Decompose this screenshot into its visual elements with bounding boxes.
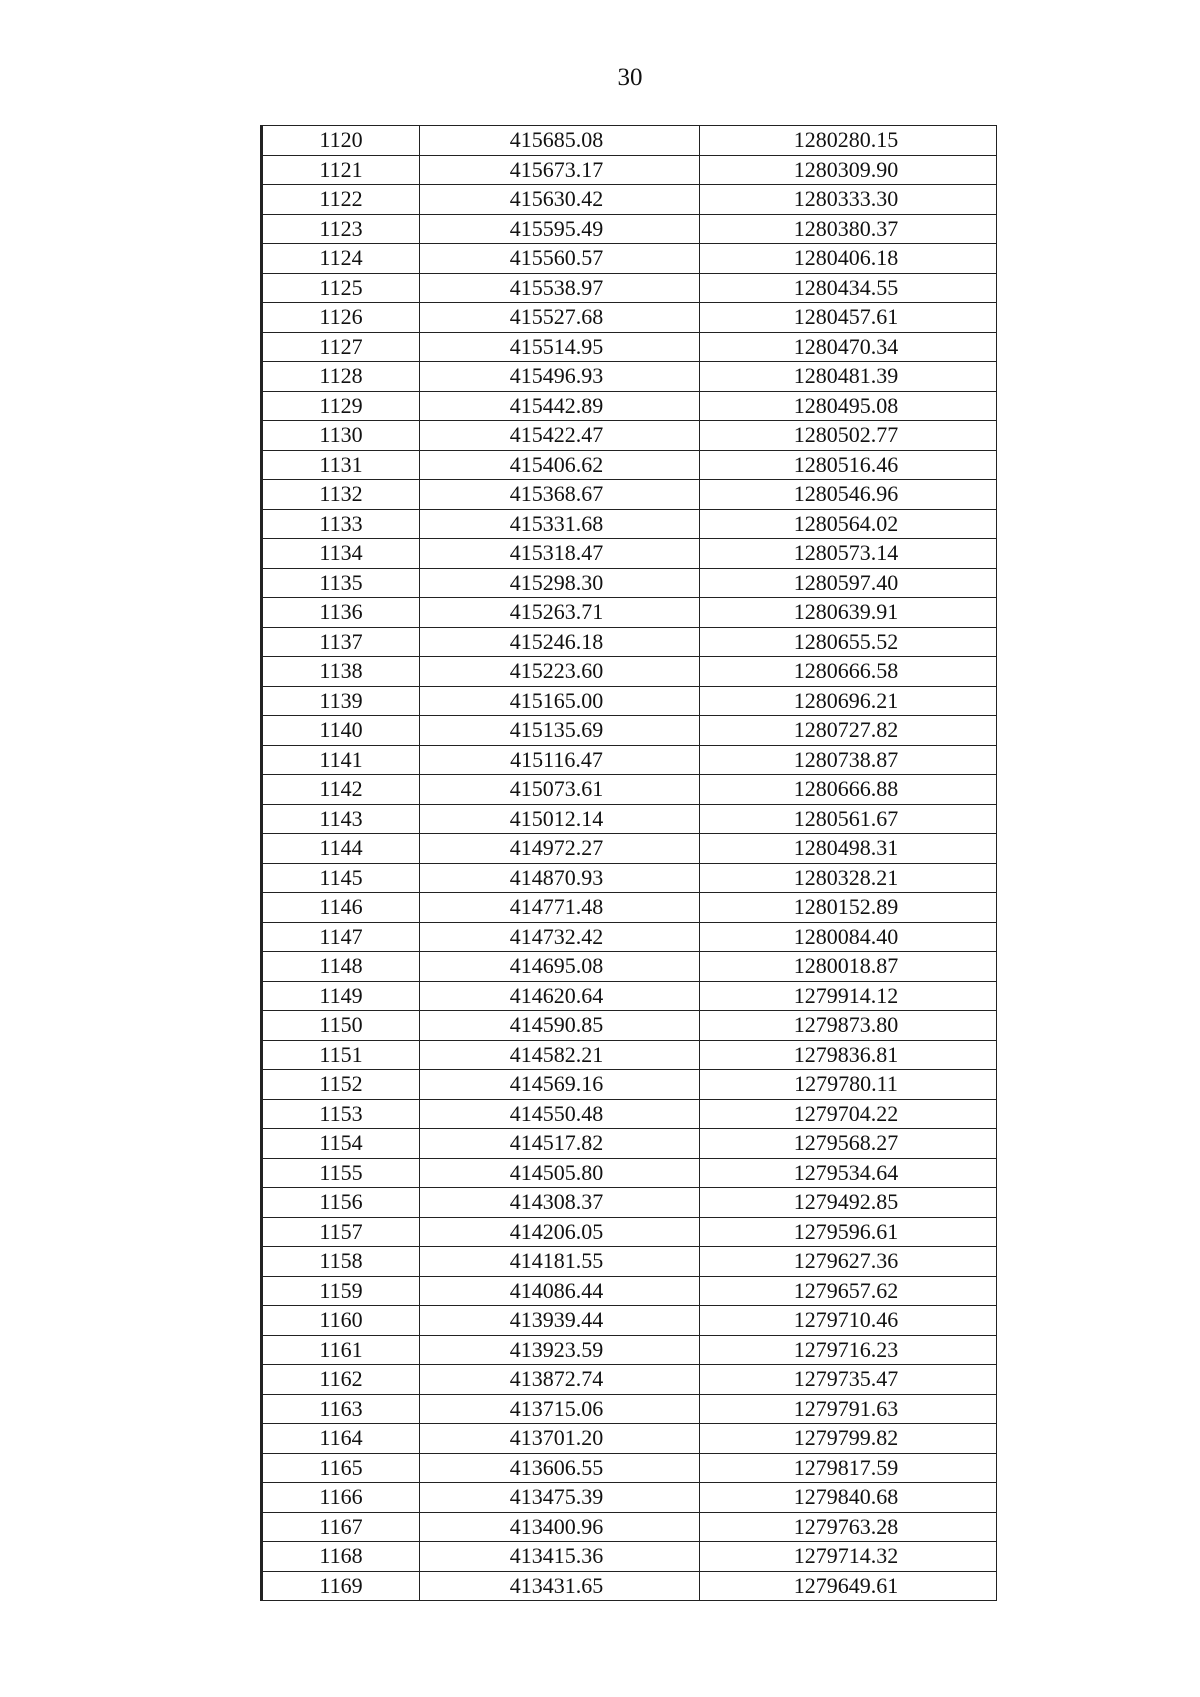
y-coordinate-cell: 1280498.31	[700, 834, 997, 864]
table-row	[262, 922, 997, 952]
x-coordinate-cell: 413715.06	[420, 1394, 700, 1424]
x-coordinate-cell: 414206.05	[420, 1217, 700, 1247]
y-coordinate-cell: 1279704.22	[700, 1099, 997, 1129]
table-row	[262, 834, 997, 864]
point-number-cell: 1157	[262, 1217, 420, 1247]
x-coordinate-cell: 415331.68	[420, 509, 700, 539]
point-number-cell: 1151	[262, 1040, 420, 1070]
y-coordinate-cell: 1279596.61	[700, 1217, 997, 1247]
x-coordinate-cell: 415165.00	[420, 686, 700, 716]
table-row	[262, 1571, 997, 1601]
table-row	[262, 598, 997, 628]
point-number-cell: 1123	[262, 214, 420, 244]
point-number-cell: 1134	[262, 539, 420, 569]
x-coordinate-cell: 415298.30	[420, 568, 700, 598]
x-coordinate-cell: 413606.55	[420, 1453, 700, 1483]
x-coordinate-cell: 414732.42	[420, 922, 700, 952]
table-row	[262, 1483, 997, 1513]
x-coordinate-cell: 415673.17	[420, 155, 700, 185]
x-coordinate-cell: 414517.82	[420, 1129, 700, 1159]
table-row	[262, 332, 997, 362]
y-coordinate-cell: 1279568.27	[700, 1129, 997, 1159]
point-number-cell: 1121	[262, 155, 420, 185]
point-number-cell: 1136	[262, 598, 420, 628]
point-number-cell: 1165	[262, 1453, 420, 1483]
y-coordinate-cell: 1280546.96	[700, 480, 997, 510]
y-coordinate-cell: 1279714.32	[700, 1542, 997, 1572]
y-coordinate-cell: 1279627.36	[700, 1247, 997, 1277]
table-row	[262, 627, 997, 657]
y-coordinate-cell: 1279492.85	[700, 1188, 997, 1218]
x-coordinate-cell: 415263.71	[420, 598, 700, 628]
point-number-cell: 1125	[262, 273, 420, 303]
point-number-cell: 1147	[262, 922, 420, 952]
y-coordinate-cell: 1280406.18	[700, 244, 997, 274]
x-coordinate-cell: 415318.47	[420, 539, 700, 569]
table-row	[262, 539, 997, 569]
x-coordinate-cell: 413415.36	[420, 1542, 700, 1572]
point-number-cell: 1162	[262, 1365, 420, 1395]
x-coordinate-cell: 415246.18	[420, 627, 700, 657]
y-coordinate-cell: 1279836.81	[700, 1040, 997, 1070]
table-row	[262, 1306, 997, 1336]
y-coordinate-cell: 1280280.15	[700, 126, 997, 156]
table-row	[262, 1424, 997, 1454]
y-coordinate-cell: 1280309.90	[700, 155, 997, 185]
table-row	[262, 450, 997, 480]
y-coordinate-cell: 1279763.28	[700, 1512, 997, 1542]
y-coordinate-cell: 1279840.68	[700, 1483, 997, 1513]
y-coordinate-cell: 1279716.23	[700, 1335, 997, 1365]
x-coordinate-cell: 413431.65	[420, 1571, 700, 1601]
y-coordinate-cell: 1280018.87	[700, 952, 997, 982]
point-number-cell: 1161	[262, 1335, 420, 1365]
point-number-cell: 1124	[262, 244, 420, 274]
x-coordinate-cell: 414505.80	[420, 1158, 700, 1188]
coordinates-table	[260, 125, 997, 1601]
y-coordinate-cell: 1279649.61	[700, 1571, 997, 1601]
y-coordinate-cell: 1280666.58	[700, 657, 997, 687]
point-number-cell: 1164	[262, 1424, 420, 1454]
point-number-cell: 1120	[262, 126, 420, 156]
table-row	[262, 1276, 997, 1306]
table-row	[262, 362, 997, 392]
x-coordinate-cell: 415116.47	[420, 745, 700, 775]
x-coordinate-cell: 415685.08	[420, 126, 700, 156]
point-number-cell: 1126	[262, 303, 420, 333]
point-number-cell: 1139	[262, 686, 420, 716]
y-coordinate-cell: 1280738.87	[700, 745, 997, 775]
y-coordinate-cell: 1280380.37	[700, 214, 997, 244]
table-row	[262, 686, 997, 716]
point-number-cell: 1145	[262, 863, 420, 893]
point-number-cell: 1160	[262, 1306, 420, 1336]
table-row	[262, 568, 997, 598]
y-coordinate-cell: 1279799.82	[700, 1424, 997, 1454]
y-coordinate-cell: 1279657.62	[700, 1276, 997, 1306]
y-coordinate-cell: 1280333.30	[700, 185, 997, 215]
point-number-cell: 1158	[262, 1247, 420, 1277]
x-coordinate-cell: 415073.61	[420, 775, 700, 805]
table-row	[262, 1365, 997, 1395]
table-row	[262, 804, 997, 834]
table-row	[262, 1040, 997, 1070]
table-row	[262, 1070, 997, 1100]
x-coordinate-cell: 415560.57	[420, 244, 700, 274]
point-number-cell: 1135	[262, 568, 420, 598]
point-number-cell: 1143	[262, 804, 420, 834]
y-coordinate-cell: 1279710.46	[700, 1306, 997, 1336]
x-coordinate-cell: 415442.89	[420, 391, 700, 421]
table-row	[262, 981, 997, 1011]
point-number-cell: 1127	[262, 332, 420, 362]
y-coordinate-cell: 1279534.64	[700, 1158, 997, 1188]
table-row	[262, 1158, 997, 1188]
x-coordinate-cell: 414550.48	[420, 1099, 700, 1129]
y-coordinate-cell: 1279873.80	[700, 1011, 997, 1041]
table-row	[262, 214, 997, 244]
table-row	[262, 657, 997, 687]
x-coordinate-cell: 415527.68	[420, 303, 700, 333]
table-row	[262, 1335, 997, 1365]
table-row	[262, 480, 997, 510]
x-coordinate-cell: 414569.16	[420, 1070, 700, 1100]
table-row	[262, 745, 997, 775]
x-coordinate-cell: 415012.14	[420, 804, 700, 834]
table-row	[262, 1129, 997, 1159]
table-row	[262, 863, 997, 893]
x-coordinate-cell: 413939.44	[420, 1306, 700, 1336]
x-coordinate-cell: 415514.95	[420, 332, 700, 362]
x-coordinate-cell: 414695.08	[420, 952, 700, 982]
point-number-cell: 1144	[262, 834, 420, 864]
table-row	[262, 126, 997, 156]
coordinates-table-body	[262, 126, 997, 1601]
point-number-cell: 1146	[262, 893, 420, 923]
point-number-cell: 1137	[262, 627, 420, 657]
table-row	[262, 1512, 997, 1542]
point-number-cell: 1154	[262, 1129, 420, 1159]
x-coordinate-cell: 414590.85	[420, 1011, 700, 1041]
y-coordinate-cell: 1279780.11	[700, 1070, 997, 1100]
table-row	[262, 391, 997, 421]
table-row	[262, 716, 997, 746]
x-coordinate-cell: 413475.39	[420, 1483, 700, 1513]
y-coordinate-cell: 1280639.91	[700, 598, 997, 628]
table-row	[262, 952, 997, 982]
y-coordinate-cell: 1280655.52	[700, 627, 997, 657]
point-number-cell: 1167	[262, 1512, 420, 1542]
x-coordinate-cell: 415538.97	[420, 273, 700, 303]
table-row	[262, 273, 997, 303]
table-row	[262, 1542, 997, 1572]
table-row	[262, 1217, 997, 1247]
point-number-cell: 1166	[262, 1483, 420, 1513]
page-number: 30	[617, 64, 643, 91]
point-number-cell: 1169	[262, 1571, 420, 1601]
point-number-cell: 1122	[262, 185, 420, 215]
y-coordinate-cell: 1280564.02	[700, 509, 997, 539]
point-number-cell: 1149	[262, 981, 420, 1011]
y-coordinate-cell: 1280481.39	[700, 362, 997, 392]
point-number-cell: 1155	[262, 1158, 420, 1188]
point-number-cell: 1132	[262, 480, 420, 510]
x-coordinate-cell: 415406.62	[420, 450, 700, 480]
x-coordinate-cell: 413701.20	[420, 1424, 700, 1454]
x-coordinate-cell: 415135.69	[420, 716, 700, 746]
point-number-cell: 1156	[262, 1188, 420, 1218]
point-number-cell: 1129	[262, 391, 420, 421]
table-row	[262, 893, 997, 923]
point-number-cell: 1141	[262, 745, 420, 775]
y-coordinate-cell: 1280597.40	[700, 568, 997, 598]
x-coordinate-cell: 413923.59	[420, 1335, 700, 1365]
x-coordinate-cell: 415595.49	[420, 214, 700, 244]
y-coordinate-cell: 1280666.88	[700, 775, 997, 805]
y-coordinate-cell: 1280328.21	[700, 863, 997, 893]
y-coordinate-cell: 1280573.14	[700, 539, 997, 569]
x-coordinate-cell: 414870.93	[420, 863, 700, 893]
table-row	[262, 1099, 997, 1129]
table-row	[262, 303, 997, 333]
x-coordinate-cell: 415223.60	[420, 657, 700, 687]
table-row	[262, 1453, 997, 1483]
x-coordinate-cell: 413400.96	[420, 1512, 700, 1542]
x-coordinate-cell: 414620.64	[420, 981, 700, 1011]
table-row	[262, 1394, 997, 1424]
y-coordinate-cell: 1280727.82	[700, 716, 997, 746]
point-number-cell: 1128	[262, 362, 420, 392]
x-coordinate-cell: 414582.21	[420, 1040, 700, 1070]
table-row	[262, 185, 997, 215]
point-number-cell: 1142	[262, 775, 420, 805]
x-coordinate-cell: 414181.55	[420, 1247, 700, 1277]
y-coordinate-cell: 1280152.89	[700, 893, 997, 923]
y-coordinate-cell: 1280502.77	[700, 421, 997, 451]
x-coordinate-cell: 414086.44	[420, 1276, 700, 1306]
table-row	[262, 1188, 997, 1218]
y-coordinate-cell: 1280495.08	[700, 391, 997, 421]
x-coordinate-cell: 415422.47	[420, 421, 700, 451]
x-coordinate-cell: 415496.93	[420, 362, 700, 392]
x-coordinate-cell: 415368.67	[420, 480, 700, 510]
point-number-cell: 1148	[262, 952, 420, 982]
table-row	[262, 244, 997, 274]
y-coordinate-cell: 1280561.67	[700, 804, 997, 834]
point-number-cell: 1153	[262, 1099, 420, 1129]
table-row	[262, 1011, 997, 1041]
point-number-cell: 1130	[262, 421, 420, 451]
table-row	[262, 775, 997, 805]
point-number-cell: 1133	[262, 509, 420, 539]
x-coordinate-cell: 414308.37	[420, 1188, 700, 1218]
x-coordinate-cell: 414771.48	[420, 893, 700, 923]
y-coordinate-cell: 1279735.47	[700, 1365, 997, 1395]
y-coordinate-cell: 1280084.40	[700, 922, 997, 952]
table-row	[262, 421, 997, 451]
y-coordinate-cell: 1280457.61	[700, 303, 997, 333]
point-number-cell: 1163	[262, 1394, 420, 1424]
y-coordinate-cell: 1280696.21	[700, 686, 997, 716]
table-row	[262, 509, 997, 539]
y-coordinate-cell: 1280470.34	[700, 332, 997, 362]
table-row	[262, 155, 997, 185]
point-number-cell: 1138	[262, 657, 420, 687]
x-coordinate-cell: 414972.27	[420, 834, 700, 864]
point-number-cell: 1152	[262, 1070, 420, 1100]
table-row	[262, 1247, 997, 1277]
y-coordinate-cell: 1279791.63	[700, 1394, 997, 1424]
y-coordinate-cell: 1279914.12	[700, 981, 997, 1011]
y-coordinate-cell: 1280434.55	[700, 273, 997, 303]
point-number-cell: 1131	[262, 450, 420, 480]
y-coordinate-cell: 1280516.46	[700, 450, 997, 480]
y-coordinate-cell: 1279817.59	[700, 1453, 997, 1483]
point-number-cell: 1168	[262, 1542, 420, 1572]
point-number-cell: 1150	[262, 1011, 420, 1041]
x-coordinate-cell: 413872.74	[420, 1365, 700, 1395]
x-coordinate-cell: 415630.42	[420, 185, 700, 215]
point-number-cell: 1140	[262, 716, 420, 746]
point-number-cell: 1159	[262, 1276, 420, 1306]
